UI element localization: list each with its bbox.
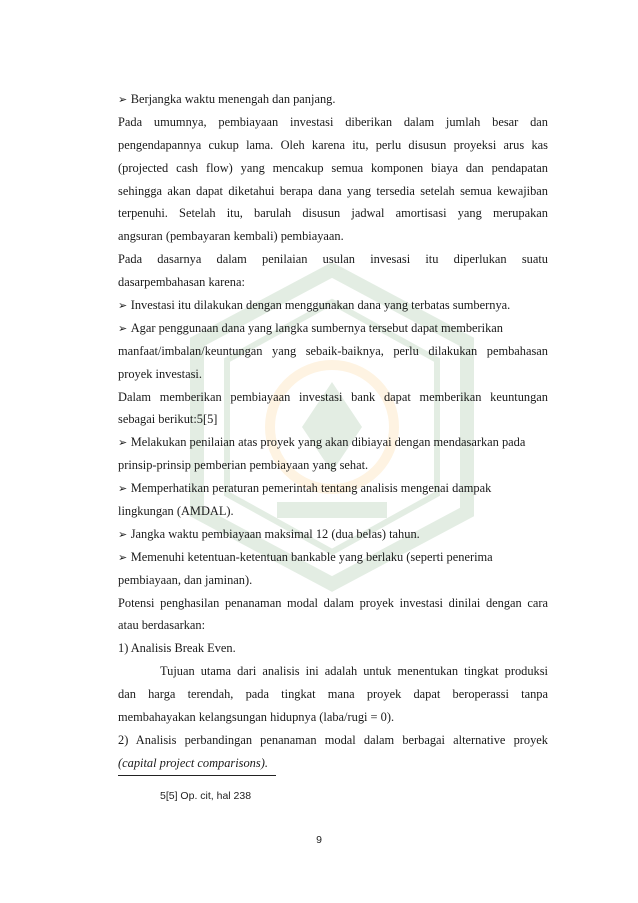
footnote: 5[5] Op. cit, hal 238	[160, 790, 252, 802]
paragraph-line: Tujuan utama dari analisis ini adalah untuk menentukan tingkat produksi	[160, 664, 548, 679]
page-number: 9	[316, 834, 322, 846]
paragraph-line: pembiayaan, dan jaminan).	[118, 572, 253, 587]
italic-text: (capital project comparisons).	[118, 755, 268, 770]
paragraph-line: sehingga akan dapat diketahui berapa dana yang tersedia setelah semua kewajiban	[118, 183, 548, 198]
paragraph-line: lingkungan (AMDAL).	[118, 504, 234, 519]
paragraph-line: dan harga terendah, pada tingkat mana proyek dapat beroperassi tanpa	[118, 687, 548, 702]
paragraph-line: Pada umumnya, pembiayaan investasi diberikan dalam jumlah besar dan	[118, 114, 548, 129]
paragraph-line: proyek investasi.	[118, 366, 202, 381]
numbered-heading: 2) Analisis perbandingan penanaman modal dalam berbagai alternative proyek	[118, 732, 548, 747]
bullet-line: ➢ Berjangka waktu menengah dan panjang.	[118, 88, 548, 111]
paragraph-line: terpenuhi. Setelah itu, barulah disusun jadwal amortisasi yang merupakan	[118, 206, 548, 221]
paragraph-line: dasarpembahasan karena:	[118, 275, 245, 290]
bullet-line: ➢ Agar penggunaan dana yang langka sumbernya tersebut dapat memberikan	[118, 317, 548, 340]
paragraph-line: manfaat/imbalan/keuntungan yang sebaik-baiknya, perlu dilakukan pembahasan	[118, 343, 548, 358]
bullet-line: ➢ Melakukan penilaian atas proyek yang akan dibiayai dengan mendasarkan pada	[118, 431, 548, 454]
paragraph-line: prinsip-prinsip pemberian pembiayaan yang sehat.	[118, 458, 369, 473]
paragraph-line: (projected cash flow) yang mencakup semua komponen biaya dan pendapatan	[118, 160, 548, 175]
paragraph-line: atau berdasarkan:	[118, 618, 206, 633]
paragraph-line: pengendapannya cukup lama. Oleh karena itu, perlu disusun proyeksi arus kas	[118, 137, 548, 152]
paragraph-line: angsuran (pembayaran kembali) pembiayaan.	[118, 229, 344, 244]
bullet-line: ➢ Memenuhi ketentuan-ketentuan bankable yang berlaku (seperti penerima	[118, 546, 548, 569]
bullet-line: ➢ Investasi itu dilakukan dengan menggunakan dana yang terbatas sumbernya.	[118, 294, 548, 317]
paragraph-line: Potensi penghasilan penanaman modal dalam proyek investasi dinilai dengan cara	[118, 595, 548, 610]
paragraph-line: sebagai berikut:5[5]	[118, 412, 218, 427]
paragraph-line: membahayakan kelangsungan hidupnya (laba/rugi = 0).	[118, 710, 395, 725]
footnote-divider	[118, 775, 276, 776]
document-body	[118, 88, 548, 775]
bullet-line: ➢ Memperhatikan peraturan pemerintah tentang analisis mengenai dampak	[118, 477, 548, 500]
paragraph-line	[118, 752, 548, 775]
bullet-line: ➢ Jangka waktu pembiayaan maksimal 12 (dua belas) tahun.	[118, 523, 548, 546]
paragraph-line: Dalam memberikan pembiayaan investasi bank dapat memberikan keuntungan	[118, 389, 548, 404]
paragraph-line: Pada dasarnya dalam penilaian usulan invesasi itu diperlukan suatu	[118, 252, 548, 267]
numbered-heading: 1) Analisis Break Even.	[118, 641, 236, 656]
